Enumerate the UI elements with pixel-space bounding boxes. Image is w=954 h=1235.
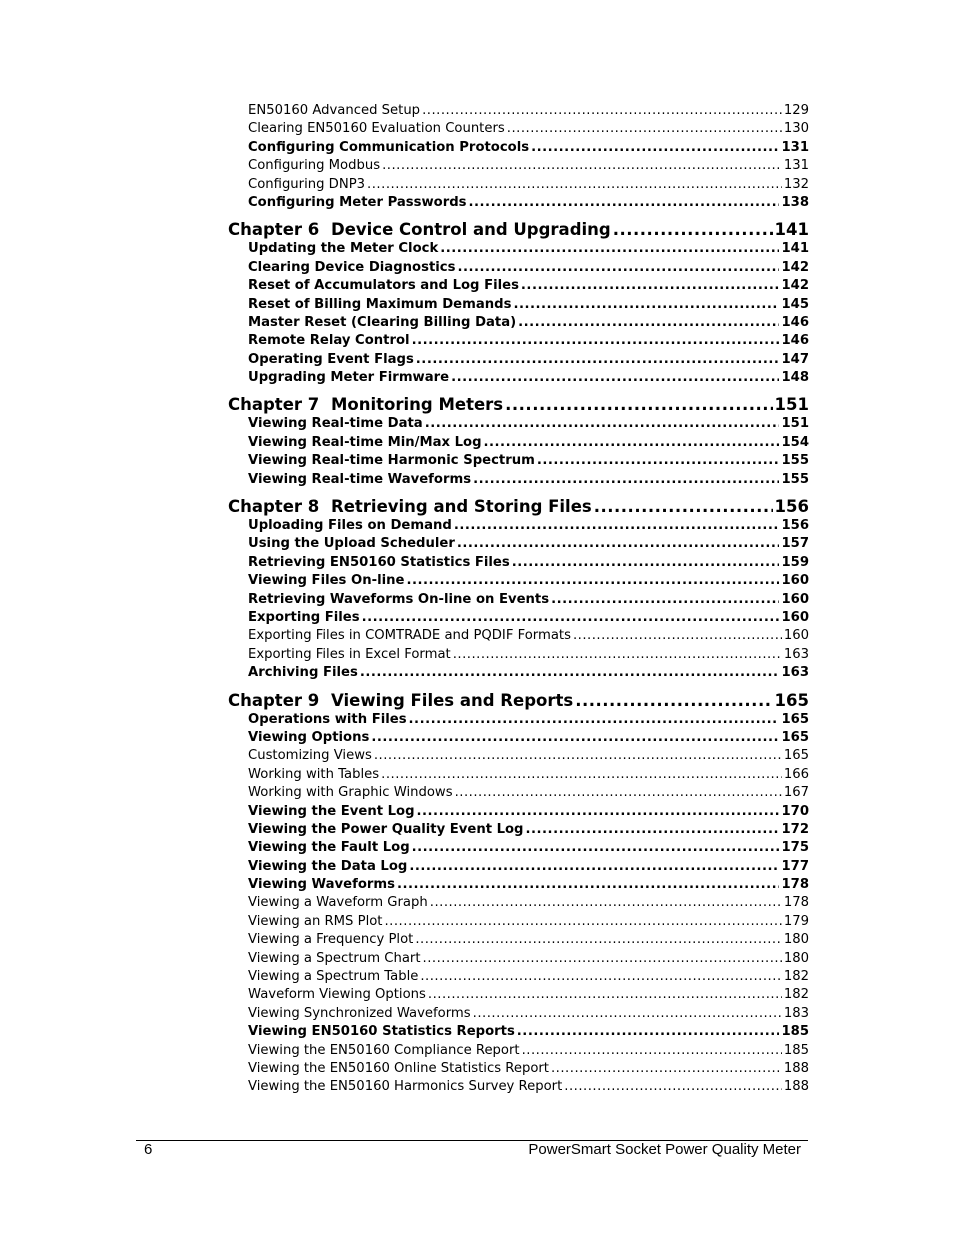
toc-subsection-entry[interactable] — [228, 913, 809, 931]
toc-entry-title: Viewing EN50160 Statistics Reports — [248, 1024, 515, 1040]
toc-entry-title: Viewing a Waveform Graph — [248, 895, 428, 911]
toc-subsection-entry[interactable] — [228, 1060, 809, 1078]
toc-page-number: 156 — [774, 497, 809, 517]
toc-page-number: 132 — [783, 176, 809, 192]
toc-section-entry[interactable] — [228, 821, 809, 839]
dot-leader — [428, 986, 782, 1004]
toc-section-entry[interactable] — [228, 240, 809, 258]
toc-entry-title: Viewing the EN50160 Compliance Report — [248, 1042, 520, 1058]
toc-subsection-entry[interactable] — [228, 986, 809, 1004]
dot-leader — [412, 839, 780, 857]
toc-chapter-name: Monitoring Meters — [331, 395, 504, 415]
toc-entry-title: Viewing a Frequency Plot — [248, 932, 414, 948]
toc-page-number: 185 — [783, 1042, 809, 1058]
toc-page-number: 182 — [783, 987, 809, 1003]
toc-entry-title: Viewing a Spectrum Table — [248, 969, 419, 985]
toc-page-number: 179 — [783, 913, 809, 929]
toc-page-number: 188 — [783, 1079, 809, 1095]
toc-section-entry[interactable] — [228, 839, 809, 857]
dot-leader — [521, 277, 780, 295]
toc-subsection-entry[interactable] — [228, 646, 809, 664]
toc-page-number: 151 — [781, 416, 809, 432]
toc-chapter-heading[interactable] — [228, 217, 809, 242]
toc-page-number: 157 — [781, 536, 809, 552]
dot-leader — [455, 784, 782, 802]
toc-page-number: 138 — [781, 194, 809, 210]
toc-section-entry[interactable] — [228, 572, 809, 590]
toc-subsection-entry[interactable] — [228, 747, 809, 765]
toc-page-number: 160 — [781, 609, 809, 625]
toc-chapter-number: Chapter 8 — [228, 497, 320, 517]
toc-section-entry[interactable] — [228, 259, 809, 277]
dot-leader — [517, 1023, 780, 1041]
toc-page-number: 165 — [774, 690, 809, 710]
dot-leader — [457, 259, 779, 277]
toc-page-number: 155 — [781, 453, 809, 469]
toc-section-entry[interactable] — [228, 471, 809, 489]
toc-page-number: 167 — [783, 785, 809, 801]
dot-leader — [416, 351, 780, 369]
toc-chapter-name: Viewing Files and Reports — [331, 690, 574, 710]
toc-subsection-entry[interactable] — [228, 176, 809, 194]
dot-leader — [397, 876, 780, 894]
footer-page-number: 6 — [144, 1141, 153, 1158]
toc-entry-title: Waveform Viewing Options — [248, 987, 426, 1003]
dot-leader — [371, 729, 779, 747]
toc-page-number: 177 — [781, 858, 809, 874]
dot-leader — [469, 194, 780, 212]
toc-chapter-heading[interactable] — [228, 392, 809, 417]
toc-page-number: 131 — [781, 139, 809, 155]
toc-page-number: 142 — [781, 259, 809, 275]
toc-section-entry[interactable] — [228, 803, 809, 821]
toc-page-number: 142 — [781, 278, 809, 294]
toc-chapter-number: Chapter 6 — [228, 220, 320, 240]
toc-entry-title: Retrieving EN50160 Statistics Files — [248, 554, 510, 570]
toc-page-number: 148 — [781, 370, 809, 386]
toc-page-number: 155 — [781, 471, 809, 487]
dot-leader — [484, 434, 780, 452]
toc-subsection-entry[interactable] — [228, 766, 809, 784]
toc-entry-title: Working with Tables — [248, 766, 380, 782]
toc-page-number: 180 — [783, 932, 809, 948]
dot-leader — [512, 554, 780, 572]
dot-leader — [409, 711, 780, 729]
toc-subsection-entry[interactable] — [228, 1078, 809, 1096]
toc-section-entry[interactable] — [228, 296, 809, 314]
dot-leader — [451, 369, 779, 387]
toc-entry-title: Retrieving Waveforms On-line on Events — [248, 591, 550, 607]
toc-section-entry[interactable] — [228, 876, 809, 894]
toc-chapter-title — [228, 217, 611, 242]
toc-page-number: 170 — [781, 803, 809, 819]
toc-page-number: 146 — [781, 333, 809, 349]
toc-section-entry[interactable] — [228, 591, 809, 609]
toc-chapter-number: Chapter 9 — [228, 690, 320, 710]
toc-page-number: 165 — [781, 729, 809, 745]
toc-entry-title: Configuring Modbus — [248, 158, 381, 174]
toc-page-number: 182 — [783, 969, 809, 985]
toc-entry-title: Viewing the Data Log — [248, 858, 408, 874]
toc-page-number: 183 — [783, 1005, 809, 1021]
dot-leader — [518, 314, 779, 332]
toc-entry-title: Configuring Communication Protocols — [248, 139, 530, 155]
toc-page-number: 151 — [774, 395, 809, 415]
toc-section-entry[interactable] — [228, 1023, 809, 1041]
toc-entry-title: Viewing Files On-line — [248, 573, 405, 589]
toc-entry-title: Exporting Files — [248, 609, 360, 625]
dot-leader — [537, 452, 780, 470]
toc-section-entry[interactable] — [228, 554, 809, 572]
toc-page-number: 160 — [781, 591, 809, 607]
toc-subsection-entry[interactable] — [228, 1005, 809, 1023]
dot-leader — [374, 747, 782, 765]
dot-leader — [382, 157, 782, 175]
toc-page-number: 131 — [783, 158, 809, 174]
dot-leader — [473, 1005, 782, 1023]
dot-leader — [505, 392, 772, 417]
toc-entry-title: Viewing Real-time Data — [248, 416, 423, 432]
dot-leader — [440, 240, 779, 258]
toc-entry-title: Viewing Waveforms — [248, 877, 395, 893]
toc-page-number: 163 — [783, 646, 809, 662]
toc-section-entry[interactable] — [228, 314, 809, 332]
toc-chapter-name: Device Control and Upgrading — [331, 220, 611, 240]
toc-entry-title: Archiving Files — [248, 665, 358, 681]
dot-leader — [420, 968, 781, 986]
toc-page-number: 154 — [781, 434, 809, 450]
toc-entry-title: Exporting Files in Excel Format — [248, 646, 451, 662]
dot-leader — [360, 664, 780, 682]
dot-leader — [473, 471, 779, 489]
toc-page-number: 178 — [783, 895, 809, 911]
dot-leader — [551, 591, 779, 609]
toc-entry-title: Clearing EN50160 Evaluation Counters — [248, 121, 505, 137]
toc-subsection-entry[interactable] — [228, 784, 809, 802]
toc-entry-title: Updating the Meter Clock — [248, 241, 439, 257]
toc-chapter-number: Chapter 7 — [228, 395, 320, 415]
toc-entry-title: Operating Event Flags — [248, 351, 414, 367]
toc-page-number: 180 — [783, 950, 809, 966]
toc-subsection-entry[interactable] — [228, 102, 809, 120]
toc-entry-title: Working with Graphic Windows — [248, 785, 453, 801]
dot-leader — [362, 609, 780, 627]
dot-leader — [507, 120, 782, 138]
toc-entry-title: EN50160 Advanced Setup — [248, 103, 421, 118]
toc-entry-title: Viewing the EN50160 Harmonics Survey Report — [248, 1079, 563, 1095]
toc-entry-title: Using the Upload Scheduler — [248, 536, 455, 552]
toc-section-entry[interactable] — [228, 351, 809, 369]
toc-entry-title: Viewing Synchronized Waveforms — [248, 1005, 471, 1021]
dot-leader — [526, 821, 780, 839]
toc-entry-title: Viewing Real-time Min/Max Log — [248, 434, 482, 450]
toc-page-number: 165 — [781, 711, 809, 727]
table-of-contents — [228, 102, 809, 1097]
dot-leader — [457, 535, 780, 553]
toc-section-entry[interactable] — [228, 609, 809, 627]
toc-entry-title: Viewing Options — [248, 729, 370, 745]
dot-leader — [409, 858, 779, 876]
toc-page-number: 160 — [781, 573, 809, 589]
toc-chapter-name: Retrieving and Storing Files — [331, 497, 592, 517]
toc-subsection-entry[interactable] — [228, 627, 809, 645]
toc-section-entry[interactable] — [228, 664, 809, 682]
toc-entry-title: Viewing the Fault Log — [248, 840, 410, 856]
dot-leader — [453, 646, 782, 664]
toc-page-number: 141 — [781, 241, 809, 257]
toc-section-entry[interactable] — [228, 194, 809, 212]
toc-chapter-title — [228, 494, 592, 519]
dot-leader — [454, 517, 780, 535]
dot-leader — [531, 139, 779, 157]
toc-chapter-title — [228, 688, 573, 713]
dot-leader — [412, 332, 780, 350]
toc-entry-title: Viewing the EN50160 Online Statistics Report — [248, 1060, 549, 1076]
toc-section-entry[interactable] — [228, 858, 809, 876]
toc-page-number: 141 — [774, 220, 809, 240]
dot-leader — [406, 572, 779, 590]
toc-subsection-entry[interactable] — [228, 894, 809, 912]
dot-leader — [417, 803, 780, 821]
dot-leader — [422, 102, 782, 120]
toc-subsection-entry[interactable] — [228, 157, 809, 175]
toc-entry-title: Operations with Files — [248, 711, 407, 727]
toc-page-number: 156 — [781, 518, 809, 534]
toc-section-entry[interactable] — [228, 277, 809, 295]
toc-section-entry[interactable] — [228, 535, 809, 553]
toc-page-number: 129 — [783, 103, 809, 118]
toc-section-entry[interactable] — [228, 729, 809, 747]
toc-entry-title: Viewing an RMS Plot — [248, 913, 383, 929]
toc-entry-title: Master Reset (Clearing Billing Data) — [248, 314, 517, 330]
toc-section-entry[interactable] — [228, 415, 809, 433]
toc-entry-title: Viewing the Event Log — [248, 803, 415, 819]
toc-page-number: 188 — [783, 1060, 809, 1076]
toc-subsection-entry[interactable] — [228, 968, 809, 986]
toc-subsection-entry[interactable] — [228, 120, 809, 138]
toc-entry-title: Configuring DNP3 — [248, 176, 366, 192]
dot-leader — [430, 894, 782, 912]
toc-section-entry[interactable] — [228, 434, 809, 452]
toc-page-number: 175 — [781, 840, 809, 856]
toc-entry-title: Configuring Meter Passwords — [248, 194, 467, 210]
toc-section-entry[interactable] — [228, 517, 809, 535]
toc-entry-title: Viewing Real-time Harmonic Spectrum — [248, 453, 535, 469]
dot-leader — [415, 931, 782, 949]
toc-page-number: 185 — [781, 1024, 809, 1040]
toc-section-entry[interactable] — [228, 452, 809, 470]
toc-section-entry[interactable] — [228, 711, 809, 729]
toc-page-number: 130 — [783, 121, 809, 137]
dot-leader — [594, 494, 773, 519]
dot-leader — [513, 296, 779, 314]
dot-leader — [381, 766, 782, 784]
toc-page-number: 165 — [783, 748, 809, 764]
toc-entry-title: Reset of Accumulators and Log Files — [248, 278, 519, 294]
footer-document-title: PowerSmart Socket Power Quality Meter — [528, 1141, 801, 1158]
toc-page-number: 145 — [781, 296, 809, 312]
dot-leader — [551, 1060, 782, 1078]
toc-entry-title: Clearing Device Diagnostics — [248, 259, 456, 275]
toc-section-entry[interactable] — [228, 369, 809, 387]
toc-page-number: 160 — [783, 628, 809, 644]
toc-section-entry[interactable] — [228, 139, 809, 157]
toc-page-number: 146 — [781, 314, 809, 330]
dot-leader — [564, 1078, 782, 1096]
toc-page-number: 178 — [781, 877, 809, 893]
toc-page-number: 159 — [781, 554, 809, 570]
dot-leader — [522, 1042, 782, 1060]
toc-page-number: 163 — [781, 665, 809, 681]
toc-entry-title: Viewing a Spectrum Chart — [248, 950, 421, 966]
toc-section-entry[interactable] — [228, 332, 809, 350]
toc-entry-title: Upgrading Meter Firmware — [248, 370, 450, 386]
dot-leader — [423, 950, 782, 968]
toc-entry-title: Customizing Views — [248, 748, 372, 764]
toc-entry-title: Reset of Billing Maximum Demands — [248, 296, 512, 312]
toc-subsection-entry[interactable] — [228, 1042, 809, 1060]
toc-subsection-entry[interactable] — [228, 931, 809, 949]
toc-page-number: 147 — [781, 351, 809, 367]
toc-chapter-heading[interactable] — [228, 688, 809, 713]
toc-entry-title: Remote Relay Control — [248, 333, 410, 349]
toc-subsection-entry[interactable] — [228, 950, 809, 968]
dot-leader — [575, 688, 772, 713]
dot-leader — [613, 217, 773, 242]
toc-chapter-heading[interactable] — [228, 494, 809, 519]
dot-leader — [367, 176, 782, 194]
toc-page-number: 166 — [783, 766, 809, 782]
dot-leader — [384, 913, 781, 931]
toc-page-number: 172 — [781, 821, 809, 837]
dot-leader — [425, 415, 780, 433]
toc-entry-title: Exporting Files in COMTRADE and PQDIF Formats — [248, 628, 571, 644]
dot-leader — [573, 627, 782, 645]
toc-entry-title: Uploading Files on Demand — [248, 518, 452, 534]
toc-chapter-title — [228, 392, 503, 417]
toc-entry-title: Viewing the Power Quality Event Log — [248, 821, 524, 837]
toc-entry-title: Viewing Real-time Waveforms — [248, 471, 472, 487]
